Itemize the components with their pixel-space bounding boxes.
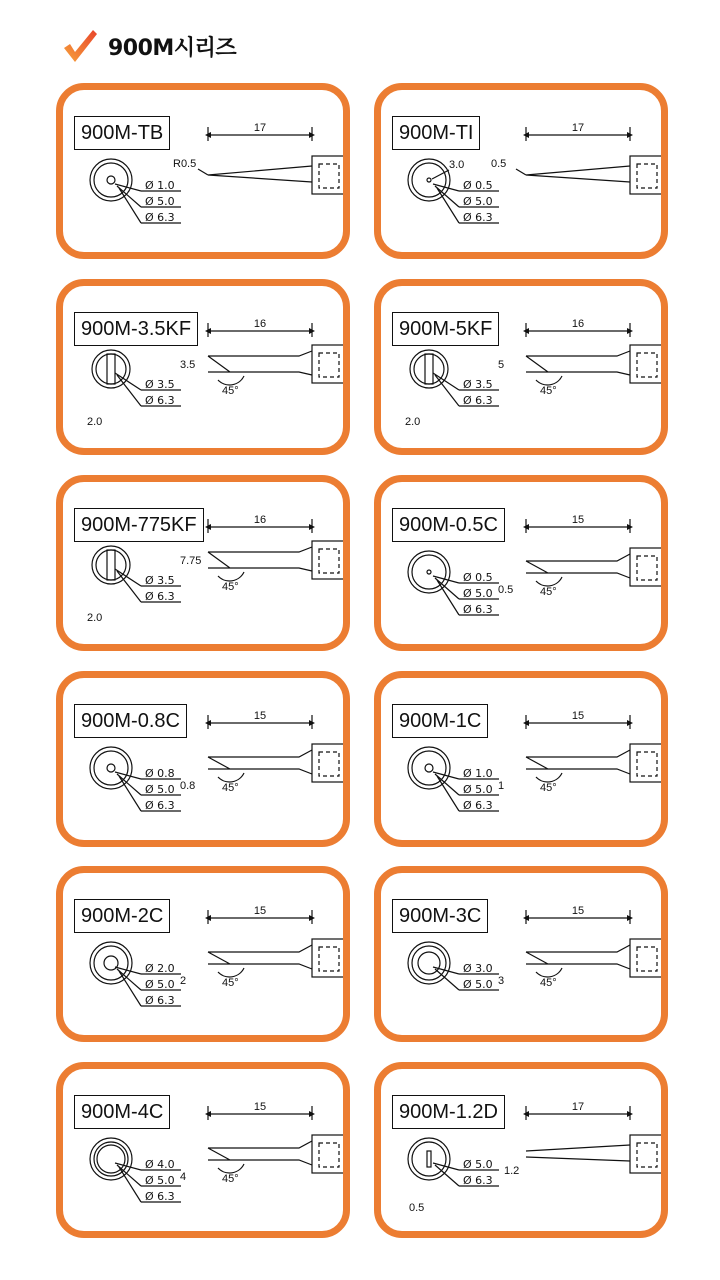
angle-label: 45°	[222, 1173, 239, 1185]
front-view-inner-circle	[96, 550, 126, 580]
tip-sleeve-inner	[637, 164, 657, 188]
tip-radius-label: R0.5	[173, 158, 197, 170]
diameter-label-1: Ø 6.3	[145, 590, 175, 603]
blade-width-label: 2.0	[405, 416, 421, 428]
length-label: 15	[571, 514, 585, 526]
front-view-outer-circle	[90, 747, 132, 789]
side-dimension-label: 2	[180, 975, 187, 987]
length-label: 16	[253, 318, 267, 330]
length-label: 15	[571, 710, 585, 722]
diameter-label-0: Ø 4.0	[145, 1158, 175, 1171]
front-view-outer-circle	[408, 551, 450, 593]
blade-slot	[425, 354, 433, 384]
extra-leader-line	[432, 170, 449, 179]
angle-label: 45°	[222, 385, 239, 397]
tip-point-circle	[427, 178, 431, 182]
tip-card-900m-ti	[374, 83, 668, 259]
blade-slot	[107, 354, 115, 384]
length-label: 15	[571, 905, 585, 917]
tip-profile	[526, 554, 630, 578]
tip-card-900m-0.8c	[56, 671, 350, 847]
blade-slot	[427, 1151, 431, 1167]
tip-model-name: 900M-TB	[74, 116, 170, 150]
diameter-label-1: Ø 5.0	[463, 587, 493, 600]
tip-card-900m-5kf	[374, 279, 668, 455]
front-view-outer-circle	[408, 1138, 450, 1180]
angle-label: 45°	[222, 782, 239, 794]
diameter-leader	[117, 375, 141, 406]
tip-drawing	[381, 1069, 661, 1231]
tip-drawing	[63, 1069, 343, 1231]
blade-width-label: 2.0	[87, 612, 103, 624]
diameter-label-0: Ø 3.0	[463, 962, 493, 975]
length-label: 15	[253, 710, 267, 722]
tip-card-900m-tb	[56, 83, 350, 259]
tip-model-name: 900M-TI	[392, 116, 480, 150]
angle-arc	[536, 577, 562, 586]
tip-model-name: 900M-4C	[74, 1095, 170, 1129]
diameter-label-0: Ø 2.0	[145, 962, 175, 975]
tip-sleeve-inner	[319, 1143, 339, 1167]
front-view-outer-circle	[90, 1138, 132, 1180]
tip-model-name: 900M-5KF	[392, 312, 499, 346]
tip-model-name: 900M-2C	[74, 899, 170, 933]
angle-label: 45°	[540, 385, 557, 397]
tip-drawing	[63, 482, 343, 644]
length-label: 17	[571, 1101, 585, 1113]
front-view-inner-circle	[96, 354, 126, 384]
tip-model-name: 900M-3C	[392, 899, 488, 933]
tip-point-circle	[107, 764, 115, 772]
tip-card-900m-0.5c	[374, 475, 668, 651]
tip-profile	[526, 1145, 630, 1161]
tip-leader	[516, 169, 526, 175]
diameter-label-0: Ø 3.5	[463, 378, 493, 391]
front-view-outer-circle	[90, 159, 132, 201]
tip-point-circle	[425, 764, 433, 772]
side-dimension-label: 3.5	[180, 359, 196, 371]
tip-point-circle	[104, 956, 118, 970]
tip-card-900m-2c	[56, 866, 350, 1042]
diameter-label-0: Ø 0.5	[463, 179, 493, 192]
checkmark-icon	[60, 26, 100, 66]
side-dimension-label: 1	[498, 780, 505, 792]
angle-label: 45°	[540, 977, 557, 989]
tip-drawing	[63, 678, 343, 840]
diameter-label-0: Ø 1.0	[463, 767, 493, 780]
tip-sleeve-inner	[637, 947, 657, 971]
tip-sleeve-inner	[319, 947, 339, 971]
tip-sleeve-inner	[637, 556, 657, 580]
blade-slot	[107, 550, 115, 580]
tip-profile	[208, 166, 312, 182]
blade-width-label: 2.0	[87, 416, 103, 428]
tip-profile	[208, 750, 312, 774]
side-dimension-label: 7.75	[180, 555, 202, 567]
diameter-leader	[119, 1167, 141, 1202]
diameter-label-1: Ø 5.0	[463, 783, 493, 796]
diameter-label-2: Ø 6.3	[145, 799, 175, 812]
side-dimension-label: 0.8	[180, 780, 196, 792]
angle-arc	[536, 376, 562, 385]
tip-card-900m-4c	[56, 1062, 350, 1238]
tip-width-label: 1.2	[504, 1165, 520, 1177]
diameter-label-1: Ø 6.3	[463, 1174, 493, 1187]
angle-arc	[218, 376, 244, 385]
diameter-leader	[117, 571, 141, 602]
tip-sleeve-inner	[637, 1143, 657, 1167]
diameter-label-0: Ø 0.8	[145, 767, 175, 780]
front-view-outer-circle	[408, 747, 450, 789]
front-view-inner-circle	[414, 354, 444, 384]
tip-sleeve-inner	[637, 752, 657, 776]
tip-profile	[526, 750, 630, 774]
tip-drawing	[381, 678, 661, 840]
page-header	[60, 24, 236, 68]
diameter-leader	[119, 971, 141, 1006]
diameter-label-2: Ø 6.3	[463, 799, 493, 812]
tip-profile	[526, 166, 630, 182]
diameter-label-1: Ø 5.0	[145, 783, 175, 796]
tip-model-name: 900M-3.5KF	[74, 312, 198, 346]
front-view-outer-circle	[92, 546, 130, 584]
tip-point-circle	[107, 176, 115, 184]
page-title: 900M시리즈	[108, 35, 237, 61]
front-view-outer-circle	[90, 942, 132, 984]
blade-width-label: 0.5	[409, 1202, 425, 1214]
angle-label: 45°	[222, 581, 239, 593]
extra-dimension-label: 3.0	[449, 159, 465, 171]
tip-model-name: 900M-0.8C	[74, 704, 187, 738]
diameter-leader	[437, 776, 459, 811]
diameter-label-1: Ø 5.0	[463, 195, 493, 208]
angle-label: 45°	[222, 977, 239, 989]
front-view-outer-circle	[92, 350, 130, 388]
angle-arc	[218, 968, 244, 977]
tip-card-900m-1c	[374, 671, 668, 847]
tip-drawing	[63, 90, 343, 252]
angle-label: 45°	[540, 782, 557, 794]
tip-drawing	[381, 286, 661, 448]
diameter-leader	[437, 580, 459, 615]
tip-radius-label: 0.5	[491, 158, 507, 170]
diameter-label-0: Ø 3.5	[145, 378, 175, 391]
tip-drawing	[381, 90, 661, 252]
diameter-label-2: Ø 6.3	[145, 994, 175, 1007]
tip-sleeve-inner	[319, 752, 339, 776]
tip-profile	[208, 547, 312, 571]
tip-card-900m-775kf	[56, 475, 350, 651]
angle-arc	[218, 773, 244, 782]
diameter-label-0: Ø 0.5	[463, 571, 493, 584]
tip-leader	[198, 169, 208, 175]
diameter-label-1: Ø 6.3	[145, 394, 175, 407]
diameter-label-2: Ø 6.3	[145, 211, 175, 224]
tip-profile	[526, 351, 630, 375]
length-label: 15	[253, 905, 267, 917]
diameter-leader	[119, 776, 141, 811]
diameter-leader	[119, 188, 141, 223]
diameter-leader	[435, 969, 459, 990]
front-view-outer-circle	[410, 350, 448, 388]
tip-drawing	[63, 873, 343, 1035]
tip-card-900m-3.5kf	[56, 279, 350, 455]
tip-sleeve-inner	[319, 549, 339, 573]
tip-model-name: 900M-1C	[392, 704, 488, 738]
tip-model-name: 900M-1.2D	[392, 1095, 505, 1129]
length-label: 17	[571, 122, 585, 134]
tip-sleeve-inner	[319, 353, 339, 377]
angle-arc	[536, 968, 562, 977]
tip-profile	[208, 1141, 312, 1165]
side-dimension-label: 3	[498, 975, 505, 987]
front-view-outer-circle	[408, 942, 450, 984]
front-view-outer-circle	[408, 159, 450, 201]
diameter-label-2: Ø 6.3	[463, 603, 493, 616]
length-label: 15	[253, 1101, 267, 1113]
tip-card-900m-1.2d	[374, 1062, 668, 1238]
tip-card-900m-3c	[374, 866, 668, 1042]
tip-drawing	[381, 873, 661, 1035]
diameter-leader	[437, 188, 459, 223]
tip-model-name: 900M-775KF	[74, 508, 204, 542]
tip-drawing	[63, 286, 343, 448]
tip-profile	[208, 351, 312, 375]
diameter-leader	[435, 1165, 459, 1186]
tip-profile	[526, 945, 630, 969]
diameter-label-1: Ø 6.3	[463, 394, 493, 407]
diameter-label-0: Ø 3.5	[145, 574, 175, 587]
tip-point-circle	[427, 570, 431, 574]
angle-arc	[218, 1164, 244, 1173]
tip-sleeve-inner	[637, 353, 657, 377]
length-label: 16	[253, 514, 267, 526]
diameter-leader	[435, 375, 459, 406]
diameter-label-0: Ø 1.0	[145, 179, 175, 192]
diameter-label-2: Ø 6.3	[145, 1190, 175, 1203]
diameter-label-0: Ø 5.0	[463, 1158, 493, 1171]
diameter-label-1: Ø 5.0	[145, 978, 175, 991]
diameter-label-1: Ø 5.0	[463, 978, 493, 991]
length-label: 16	[571, 318, 585, 330]
diameter-label-1: Ø 5.0	[145, 195, 175, 208]
diameter-label-1: Ø 5.0	[145, 1174, 175, 1187]
diameter-label-2: Ø 6.3	[463, 211, 493, 224]
tip-sleeve-inner	[319, 164, 339, 188]
side-dimension-label: 0.5	[498, 584, 514, 596]
tip-profile	[208, 945, 312, 969]
side-dimension-label: 5	[498, 359, 505, 371]
angle-arc	[218, 572, 244, 581]
side-dimension-label: 4	[180, 1171, 187, 1183]
angle-label: 45°	[540, 586, 557, 598]
length-label: 17	[253, 122, 267, 134]
tip-model-name: 900M-0.5C	[392, 508, 505, 542]
tip-drawing	[381, 482, 661, 644]
angle-arc	[536, 773, 562, 782]
